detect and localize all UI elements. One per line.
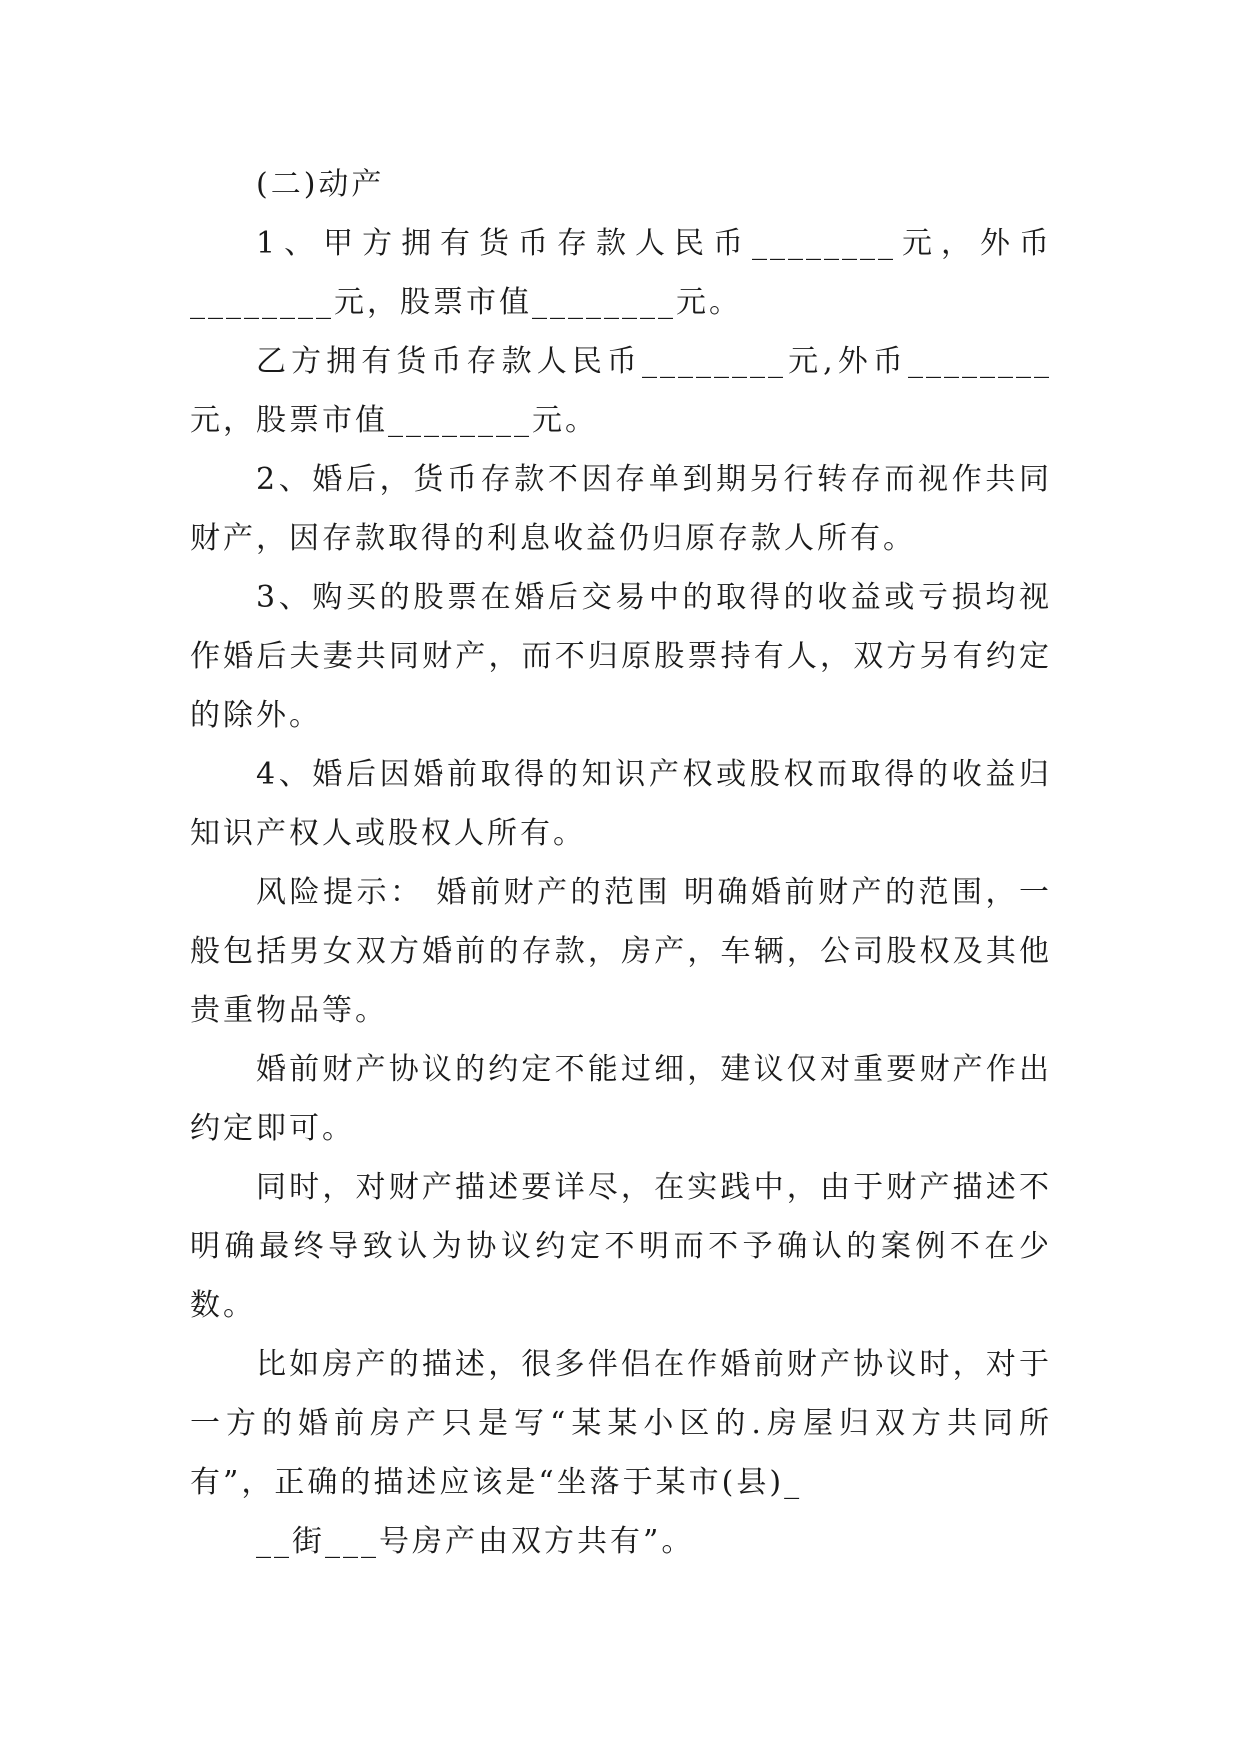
paragraph-party-a-assets: 1、甲方拥有货币存款人民币________元，外币________元，股票市值________元。: [190, 226, 1052, 320]
paragraph-property-example-end: __街___号房产由双方共有”。: [256, 1524, 695, 1559]
paragraph-agreement-detail: 婚前财产协议的约定不能过细，建议仅对重要财产作出约定即可。: [190, 1052, 1052, 1146]
paragraph-clause-2: 2、婚后，货币存款不因存单到期另行转存而视作共同财产，因存款取得的利息收益仍归原存款人所有。: [190, 462, 1052, 556]
section-heading-movable-property: (二)动产: [256, 167, 385, 202]
paragraph-description-detail: 同时，对财产描述要详尽，在实践中，由于财产描述不明确最终导致认为协议约定不明而不予确认的案例不在少数。: [190, 1170, 1052, 1323]
document-body: [190, 155, 1052, 1571]
paragraph-property-example: 比如房产的描述，很多伴侣在作婚前财产协议时，对于一方的婚前房产只是写“某某小区的.房屋归双方共同所有”，正确的描述应该是“坐落于某市(县)_: [190, 1347, 1052, 1500]
paragraph-clause-4: 4、婚后因婚前取得的知识产权或股权而取得的收益归知识产权人或股权人所有。: [190, 757, 1052, 851]
paragraph-party-b-assets: 乙方拥有货币存款人民币________元,外币________元，股票市值________元。: [190, 344, 1052, 438]
paragraph-clause-3: 3、购买的股票在婚后交易中的取得的收益或亏损均视作婚后夫妻共同财产，而不归原股票持有人，双方另有约定的除外。: [190, 580, 1052, 733]
paragraph-risk-notice: 风险提示： 婚前财产的范围 明确婚前财产的范围，一般包括男女双方婚前的存款，房产，车辆，公司股权及其他贵重物品等。: [190, 875, 1052, 1028]
